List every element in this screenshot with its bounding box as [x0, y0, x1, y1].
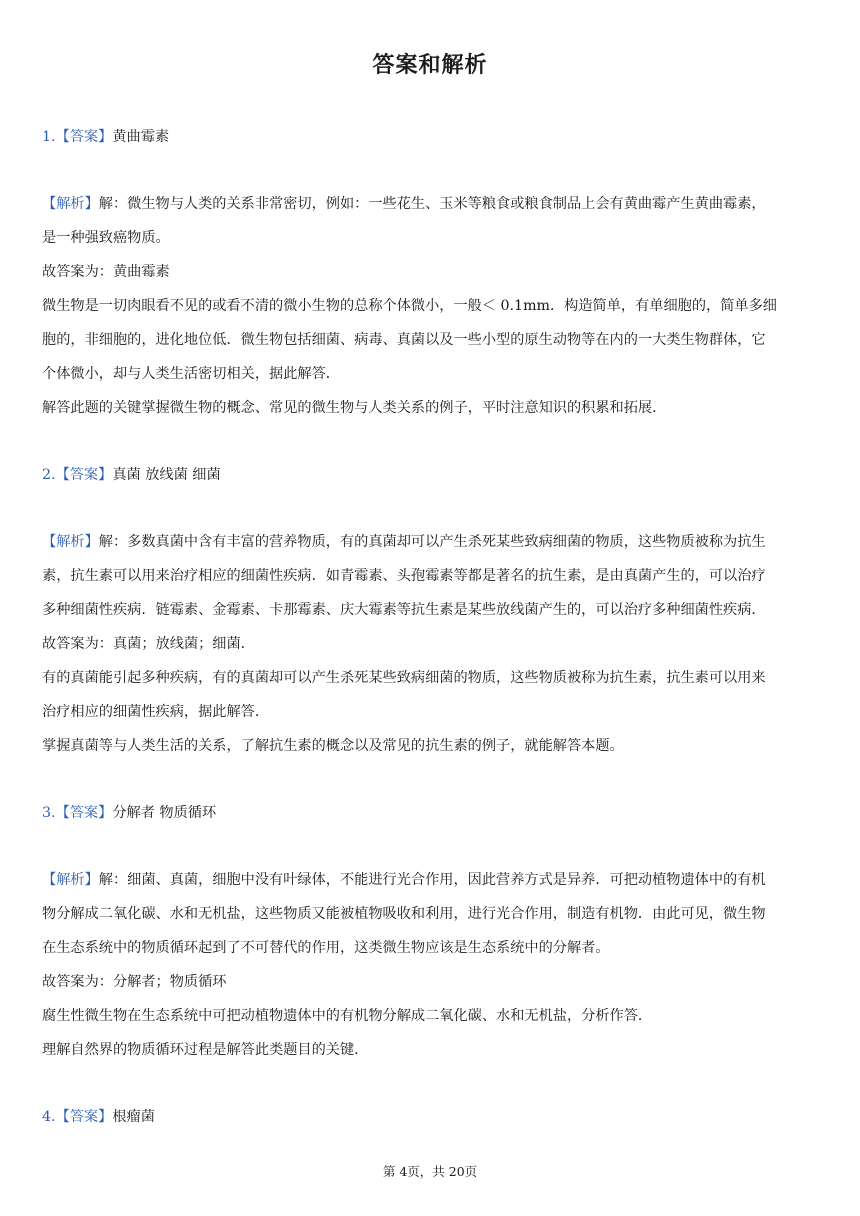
q2-answer-line [42, 465, 822, 485]
q1-answer: 黄曲霉素 [112, 129, 170, 145]
q2-line-5: 治疗相应的细菌性疾病，据此解答． [42, 704, 270, 720]
q4-answer: 根瘤菌 [112, 1109, 155, 1125]
q1-line-6: 解答此题的关键掌握微生物的概念、常见的微生物与人类关系的例子，平时注意知识的积累和拓展． [42, 400, 667, 416]
q4-number: 4. [42, 1109, 56, 1125]
q3-answer-tag: 【答案】 [55, 805, 113, 821]
q2-line-2: 多种细菌性疾病．链霉素、金霉素、卡那霉素、庆大霉素等抗生素是某些放线菌产生的，可以治疗多种细菌性疾病． [42, 602, 766, 618]
q3-number: 3. [42, 805, 56, 821]
q2-line-4: 有的真菌能引起多种疾病，有的真菌却可以产生杀死某些致病细菌的物质，这些物质被称为抗生素，抗生素可以用来 [42, 670, 766, 686]
page-title: 答案和解析 [372, 53, 488, 78]
q2-number: 2. [42, 467, 56, 483]
q1-answer-line [42, 127, 822, 147]
q3-answer-line [42, 803, 822, 823]
q1-line-4: 胞的，非细胞的，进化地位低．微生物包括细菌、病毒、真菌以及一些小型的原生动物等在内的一大类生物群体，它 [42, 332, 766, 348]
q2-line-3: 故答案为：真菌；放线菌；细菌． [42, 636, 255, 652]
q2-line-6: 掌握真菌等与人类生活的关系，了解抗生素的概念以及常见的抗生素的例子，就能解答本题。 [42, 738, 624, 754]
q1-answer-tag: 【答案】 [55, 129, 113, 145]
q3-analysis-line [42, 870, 822, 890]
q2-answer: 真菌 放线菌 细菌 [112, 467, 221, 483]
q2-analysis-line [42, 532, 822, 552]
q1-line-5: 个体微小，却与人类生活密切相关，据此解答． [42, 366, 340, 382]
q3-line-1: 物分解成二氧化碳、水和无机盐，这些物质又能被植物吸收和利用，进行光合作用，制造有机物．由此可见，微生物 [42, 906, 766, 922]
q3-line-3: 故答案为：分解者；物质循环 [42, 974, 227, 990]
q2-line-1: 素，抗生素可以用来治疗相应的细菌性疾病．如青霉素、头孢霉素等都是著名的抗生素，是由真菌产生的，可以治疗 [42, 568, 766, 584]
q3-analysis-text: 解：细菌、真菌，细胞中没有叶绿体，不能进行光合作用，因此营养方式是异养．可把动植物遗体中的有机 [98, 872, 766, 888]
q1-line-2: 故答案为：黄曲霉素 [42, 264, 170, 280]
q3-analysis-tag: 【解析】 [42, 872, 99, 888]
q3-line-4: 腐生性微生物在生态系统中可把动植物遗体中的有机物分解成二氧化碳、水和无机盐，分析作答． [42, 1008, 653, 1024]
q2-analysis-text: 解：多数真菌中含有丰富的营养物质，有的真菌却可以产生杀死某些致病细菌的物质，这些物质被称为抗生 [98, 534, 766, 550]
q3-line-5: 理解自然界的物质循环过程是解答此类题目的关键． [42, 1042, 369, 1058]
q1-analysis-tag: 【解析】 [42, 196, 99, 212]
q2-answer-tag: 【答案】 [55, 467, 113, 483]
q4-answer-line [42, 1107, 822, 1127]
q2-analysis-tag: 【解析】 [42, 534, 99, 550]
q1-analysis-text: 解：微生物与人类的关系非常密切，例如：一些花生、玉米等粮食或粮食制品上会有黄曲霉产生黄曲霉素， [98, 196, 766, 212]
q3-line-2: 在生态系统中的物质循环起到了不可替代的作用，这类微生物应该是生态系统中的分解者。 [42, 940, 610, 956]
q3-answer: 分解者 物质循环 [112, 805, 217, 821]
q4-answer-tag: 【答案】 [55, 1109, 113, 1125]
q1-number: 1. [42, 129, 56, 145]
q1-analysis-line [42, 194, 822, 214]
q1-line-1: 是一种强致癌物质。 [42, 230, 170, 246]
page-footer: 第 4页，共 20页 [382, 1164, 478, 1179]
q1-line-3: 微生物是一切肉眼看不见的或看不清的微小生物的总称个体微小，一般＜ 0.1mm．构造简单，有单细胞的，简单多细 [42, 298, 777, 314]
